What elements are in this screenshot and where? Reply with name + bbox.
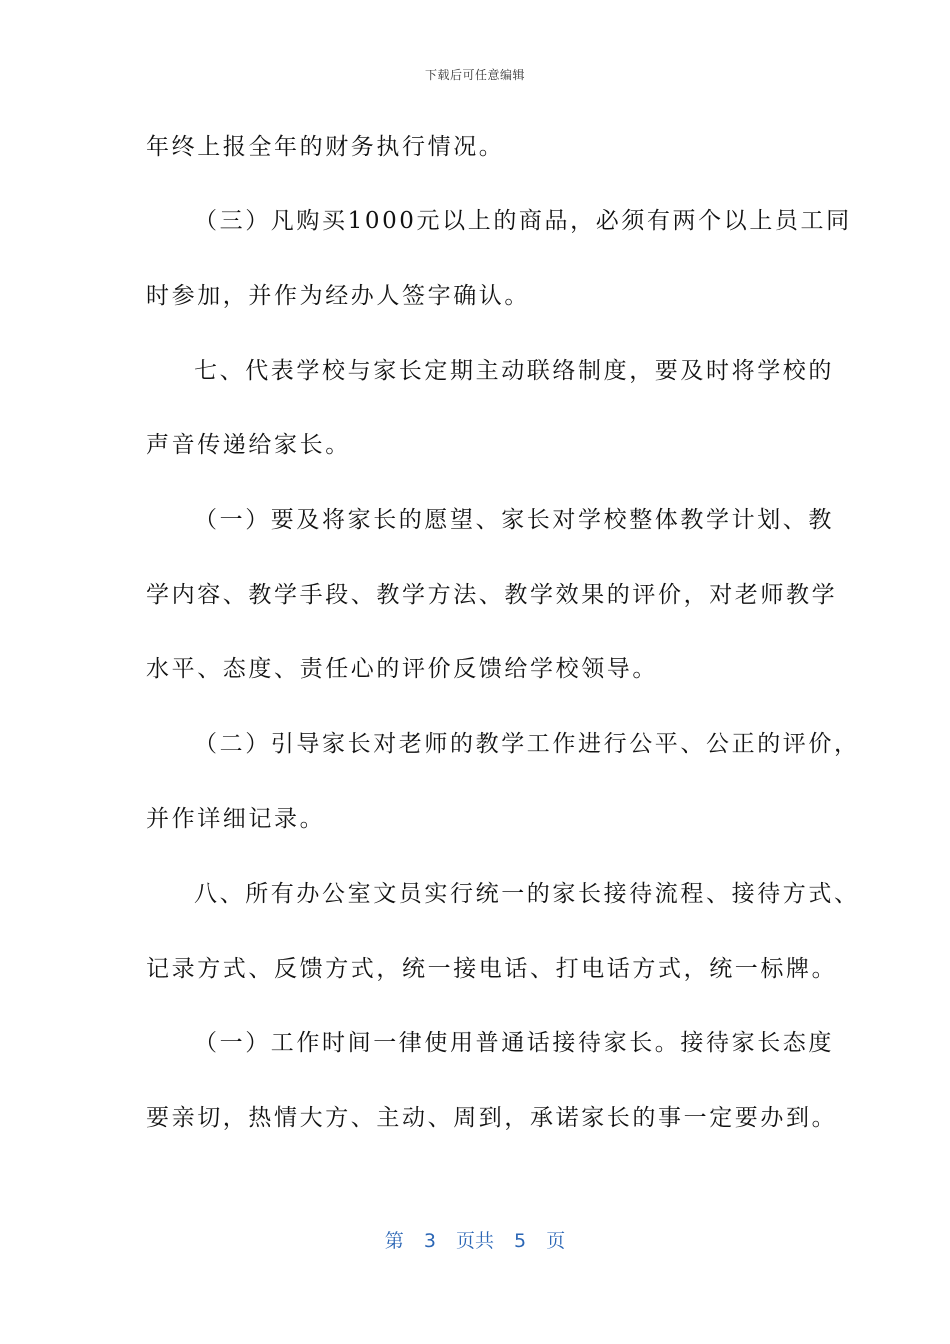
page-footer <box>0 1226 950 1253</box>
paragraph-line: 声音传递给家长。 <box>146 432 351 458</box>
page-label-suffix: 页 <box>546 1230 566 1252</box>
paragraph-line: （一）要及将家长的愿望、家长对学校整体教学计划、教 <box>194 507 834 533</box>
paragraph-line: （三）凡购买1000元以上的商品，必须有两个以上员工同 <box>194 208 852 234</box>
paragraph-line: 八、所有办公室文员实行统一的家长接待流程、接待方式、 <box>194 881 860 907</box>
paragraph-line: （二）引导家长对老师的教学工作进行公平、公正的评价， <box>194 731 860 757</box>
page-label-prefix: 第 <box>384 1230 404 1252</box>
paragraph-line: 年终上报全年的财务执行情况。 <box>146 134 505 160</box>
header-note: 下载后可任意编辑 <box>424 68 525 82</box>
current-page-number: 3 <box>423 1230 436 1252</box>
paragraph-line: 要亲切，热情大方、主动、周到，承诺家长的事一定要办到。 <box>146 1105 838 1131</box>
paragraph-line: 记录方式、反馈方式，统一接电话、打电话方式，统一标牌。 <box>146 956 838 982</box>
paragraph-line: 水平、态度、责任心的评价反馈给学校领导。 <box>146 656 658 682</box>
paragraph-line: 学内容、教学手段、教学方法、教学效果的评价，对老师教学 <box>146 582 838 608</box>
paragraph-line: 时参加，并作为经办人签字确认。 <box>146 283 530 309</box>
paragraph-line: 七、代表学校与家长定期主动联络制度，要及时将学校的 <box>194 358 834 384</box>
paragraph-line: 并作详细记录。 <box>146 806 326 832</box>
page-label-mid: 页共 <box>455 1230 494 1252</box>
total-pages-number: 5 <box>514 1230 527 1252</box>
paragraph-line: （一）工作时间一律使用普通话接待家长。接待家长态度 <box>194 1030 834 1056</box>
